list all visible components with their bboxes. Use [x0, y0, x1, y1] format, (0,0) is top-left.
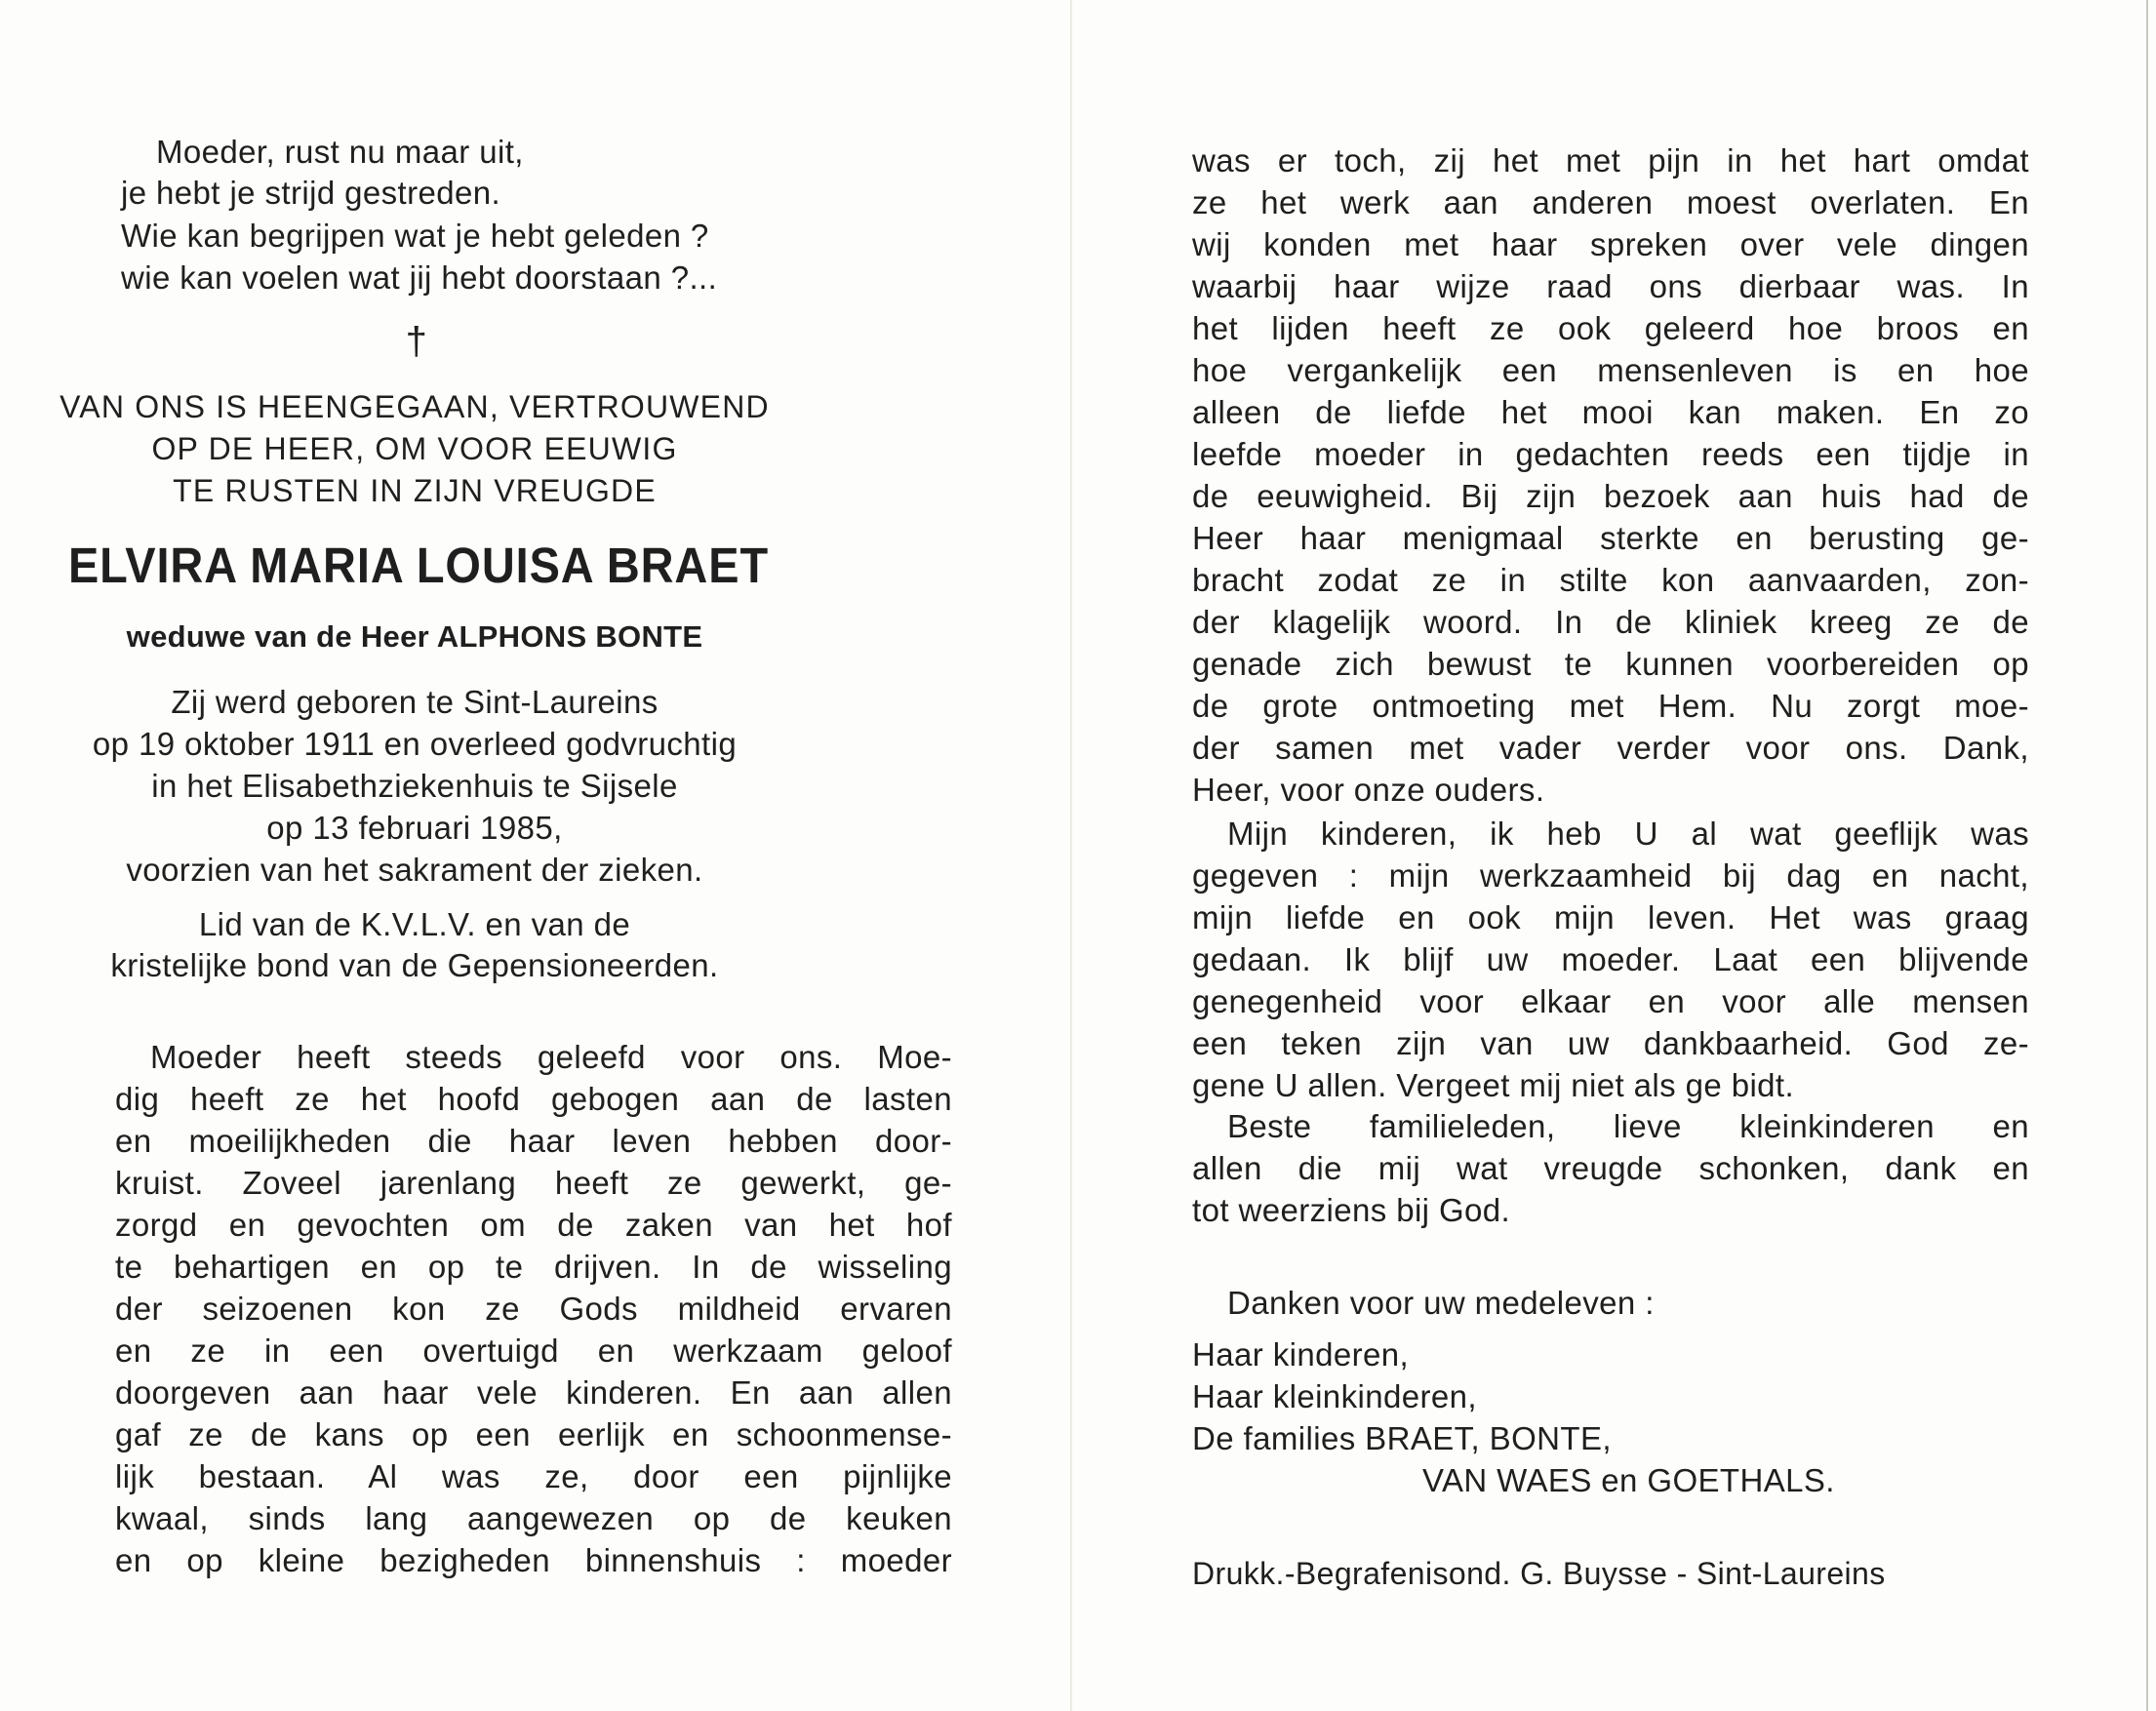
text-line: gedaan. Ik blijf uw moeder. Laat een blijvende: [1192, 941, 2029, 977]
membership-line: Lid van de K.V.L.V. en van de: [198, 906, 631, 942]
text-line: gegeven : mijn werkzaamheid bij dag en nacht,: [1192, 857, 2029, 894]
text-line: leefde moeder in gedachten reeds een tijdje in: [1192, 436, 2029, 472]
card-fold: [1070, 0, 1072, 1711]
text-line: alleen de liefde het mooi kan maken. En zo: [1192, 394, 2029, 430]
family-line: De families BRAET, BONTE,: [1192, 1420, 1612, 1456]
poem-line: Wie kan begrijpen wat je hebt geleden ?: [121, 218, 709, 254]
text-line: het lijden heeft ze ook geleerd hoe broos en: [1192, 310, 2029, 346]
text-line: allen die mij wat vreugde schonken, dank en: [1192, 1150, 2029, 1186]
poem-line: je hebt je strijd gestreden.: [121, 175, 501, 211]
bio-line: op 19 oktober 1911 en overleed godvruchtig: [92, 726, 738, 762]
announcement-line: VAN ONS IS HEENGEGAAN, VERTROUWEND: [60, 389, 770, 424]
text-line: Heer haar menigmaal sterkte en berusting ge-: [1192, 520, 2029, 556]
text-line: wij konden met haar spreken over vele dingen: [1192, 226, 2029, 262]
text-line: dig heeft ze het hoofd gebogen aan de lasten: [115, 1081, 952, 1117]
text-line: de grote ontmoeting met Hem. Nu zorgt moe-: [1192, 688, 2029, 724]
text-line: mijn liefde en ook mijn leven. Het was graag: [1192, 899, 2029, 935]
text-line: Mijn kinderen, ik heb U al wat geeflijk was: [1227, 816, 2029, 852]
text-line: Beste familieleden, lieve kleinkinderen en: [1227, 1108, 2029, 1144]
bio-line: in het Elisabethziekenhuis te Sijsele: [151, 768, 678, 804]
text-line: tot weerziens bij God.: [1192, 1192, 1511, 1228]
text-line: kruist. Zoveel jarenlang heeft ze gewerkt, ge-: [115, 1165, 952, 1201]
announcement-line: OP DE HEER, OM VOOR EEUWIG: [151, 431, 678, 466]
text-line: zorgd en gevochten om de zaken van het hof: [115, 1207, 952, 1243]
text-line: bracht zodat ze in stilte kon aanvaarden, zon-: [1192, 562, 2029, 598]
text-line: en moeilijkheden die haar leven hebben door-: [115, 1123, 952, 1159]
text-line: hoe vergankelijk een mensenleven is en hoe: [1192, 352, 2029, 388]
cross-icon: †: [405, 320, 428, 363]
thanks-line: Danken voor uw medeleven :: [1227, 1285, 1655, 1321]
text-line: waarbij haar wijze raad ons dierbaar was. In: [1192, 268, 2029, 304]
text-line: der klagelijk woord. In de kliniek kreeg ze de: [1192, 604, 2029, 640]
text-line: Heer, voor onze ouders.: [1192, 772, 1545, 808]
card-edge: [2146, 0, 2148, 1711]
family-line: VAN WAES en GOETHALS.: [1422, 1462, 1835, 1498]
bio-line: voorzien van het sakrament der zieken.: [126, 852, 703, 888]
bio-line: op 13 februari 1985,: [266, 810, 563, 846]
text-line: en op kleine bezigheden binnenshuis : moeder: [115, 1542, 952, 1578]
text-line: der seizoenen kon ze Gods mildheid ervaren: [115, 1291, 952, 1327]
text-line: genegenheid voor elkaar en voor alle mensen: [1192, 983, 2029, 1019]
membership-line: kristelijke bond van de Gepensioneerden.: [110, 947, 719, 983]
left-panel: [60, 0, 956, 1711]
text-line: een teken zijn van uw dankbaarheid. God ze-: [1192, 1025, 2029, 1061]
text-line: doorgeven aan haar vele kinderen. En aan allen: [115, 1374, 952, 1411]
text-line: kwaal, sinds lang aangewezen op de keuken: [115, 1500, 952, 1536]
announcement-line: TE RUSTEN IN ZIJN VREUGDE: [173, 473, 657, 508]
text-line: genade zich bewust te kunnen voorbereiden op: [1192, 646, 2029, 682]
text-line: te behartigen en op te drijven. In de wisseling: [115, 1249, 952, 1285]
bio-line: Zij werd geboren te Sint-Laureins: [171, 684, 659, 720]
deceased-name: ELVIRA MARIA LOUISA BRAET: [67, 537, 770, 593]
poem-line: wie kan voelen wat jij hebt doorstaan ?...: [121, 259, 718, 296]
poem-line: Moeder, rust nu maar uit,: [156, 134, 524, 170]
right-panel: [1192, 0, 2033, 1711]
text-line: Moeder heeft steeds geleefd voor ons. Moe-: [150, 1039, 952, 1075]
text-line: en ze in een overtuigd en werkzaam geloof: [115, 1333, 952, 1369]
text-line: de eeuwigheid. Bij zijn bezoek aan huis had de: [1192, 478, 2029, 514]
text-line: lijk bestaan. Al was ze, door een pijnlijke: [115, 1458, 952, 1494]
text-line: gene U allen. Vergeet mij niet als ge bidt.: [1192, 1067, 1795, 1103]
family-line: Haar kinderen,: [1192, 1336, 1410, 1373]
widow-of: weduwe van de Heer ALPHONS BONTE: [126, 619, 703, 654]
family-line: Haar kleinkinderen,: [1192, 1378, 1477, 1414]
text-line: was er toch, zij het met pijn in het hart omdat: [1192, 142, 2029, 179]
text-line: der samen met vader verder voor ons. Dank,: [1192, 730, 2029, 766]
text-line: gaf ze de kans op een eerlijk en schoonmense-: [115, 1416, 952, 1452]
printer-credit: Drukk.-Begrafenisond. G. Buysse - Sint-Laureins: [1192, 1556, 1886, 1591]
text-line: ze het werk aan anderen moest overlaten. En: [1192, 184, 2029, 220]
